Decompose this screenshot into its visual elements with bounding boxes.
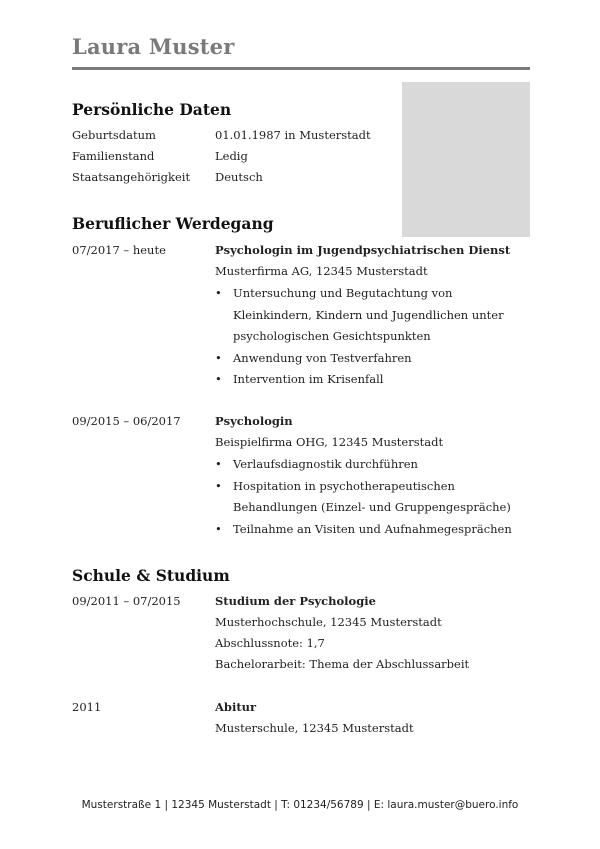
career-role: Psychologin im Jugendpsychiatrischen Dienst [215,243,511,257]
footer-contact: Musterstraße 1 | 12345 Musterstadt | T: 01234/56789 | E: laura.muster@buero.info [81,799,519,811]
education-line: Musterschule, 12345 Musterstadt [215,721,414,735]
bullet-icon: • [215,350,222,365]
personal-label-nationality: Staatsangehörigkeit [72,170,191,184]
list-item: • Untersuchung und Begutachtung von Kleinkindern, Kindern und Jugendlichen unter psychologischen Gesichtspunkten [215,283,525,348]
education-title: Studium der Psychologie [215,594,376,608]
list-item: • Intervention im Krisenfall [215,369,525,391]
applicant-name: Laura Muster [72,34,235,59]
bullet-icon: • [215,478,222,493]
education-title: Abitur [215,700,257,714]
education-period: 2011 [72,700,102,714]
career-bullet-list [215,283,525,391]
career-bullet-list [215,454,525,540]
career-company: Musterfirma AG, 12345 Musterstadt [215,264,428,278]
career-period: 07/2017 – heute [72,243,166,257]
education-period: 09/2011 – 07/2015 [72,594,181,608]
education-line: Abschlussnote: 1,7 [215,636,325,650]
education-line: Bachelorarbeit: Thema der Abschlussarbeit [215,657,470,671]
personal-value-nationality: Deutsch [215,170,263,184]
personal-value-birth: 01.01.1987 in Musterstadt [215,128,371,142]
education-line: Musterhochschule, 12345 Musterstadt [215,615,442,629]
career-role: Psychologin [215,414,293,428]
list-item: • Teilnahme an Visiten und Aufnahmegesprächen [215,519,525,541]
header-divider [72,67,530,70]
list-item: • Hospitation in psychotherapeutischen Behandlungen (Einzel- und Gruppengespräche) [215,476,525,519]
section-title-career: Beruflicher Werdegang [72,214,274,233]
personal-value-marital: Ledig [215,149,248,163]
bullet-icon: • [215,457,222,471]
bullet-icon: • [215,286,222,300]
section-title-personal: Persönliche Daten [72,100,232,119]
list-item: • Verlaufsdiagnostik durchführen [215,454,525,476]
career-company: Beispielfirma OHG, 12345 Musterstadt [215,435,444,449]
list-item: • Anwendung von Testverfahren [215,348,525,370]
personal-label-birth: Geburtsdatum [72,128,156,142]
career-period: 09/2015 – 06/2017 [72,414,181,428]
section-title-education: Schule & Studium [72,566,230,585]
bullet-icon: • [215,372,222,386]
personal-label-marital: Familienstand [72,149,155,163]
bullet-icon: • [215,521,222,536]
